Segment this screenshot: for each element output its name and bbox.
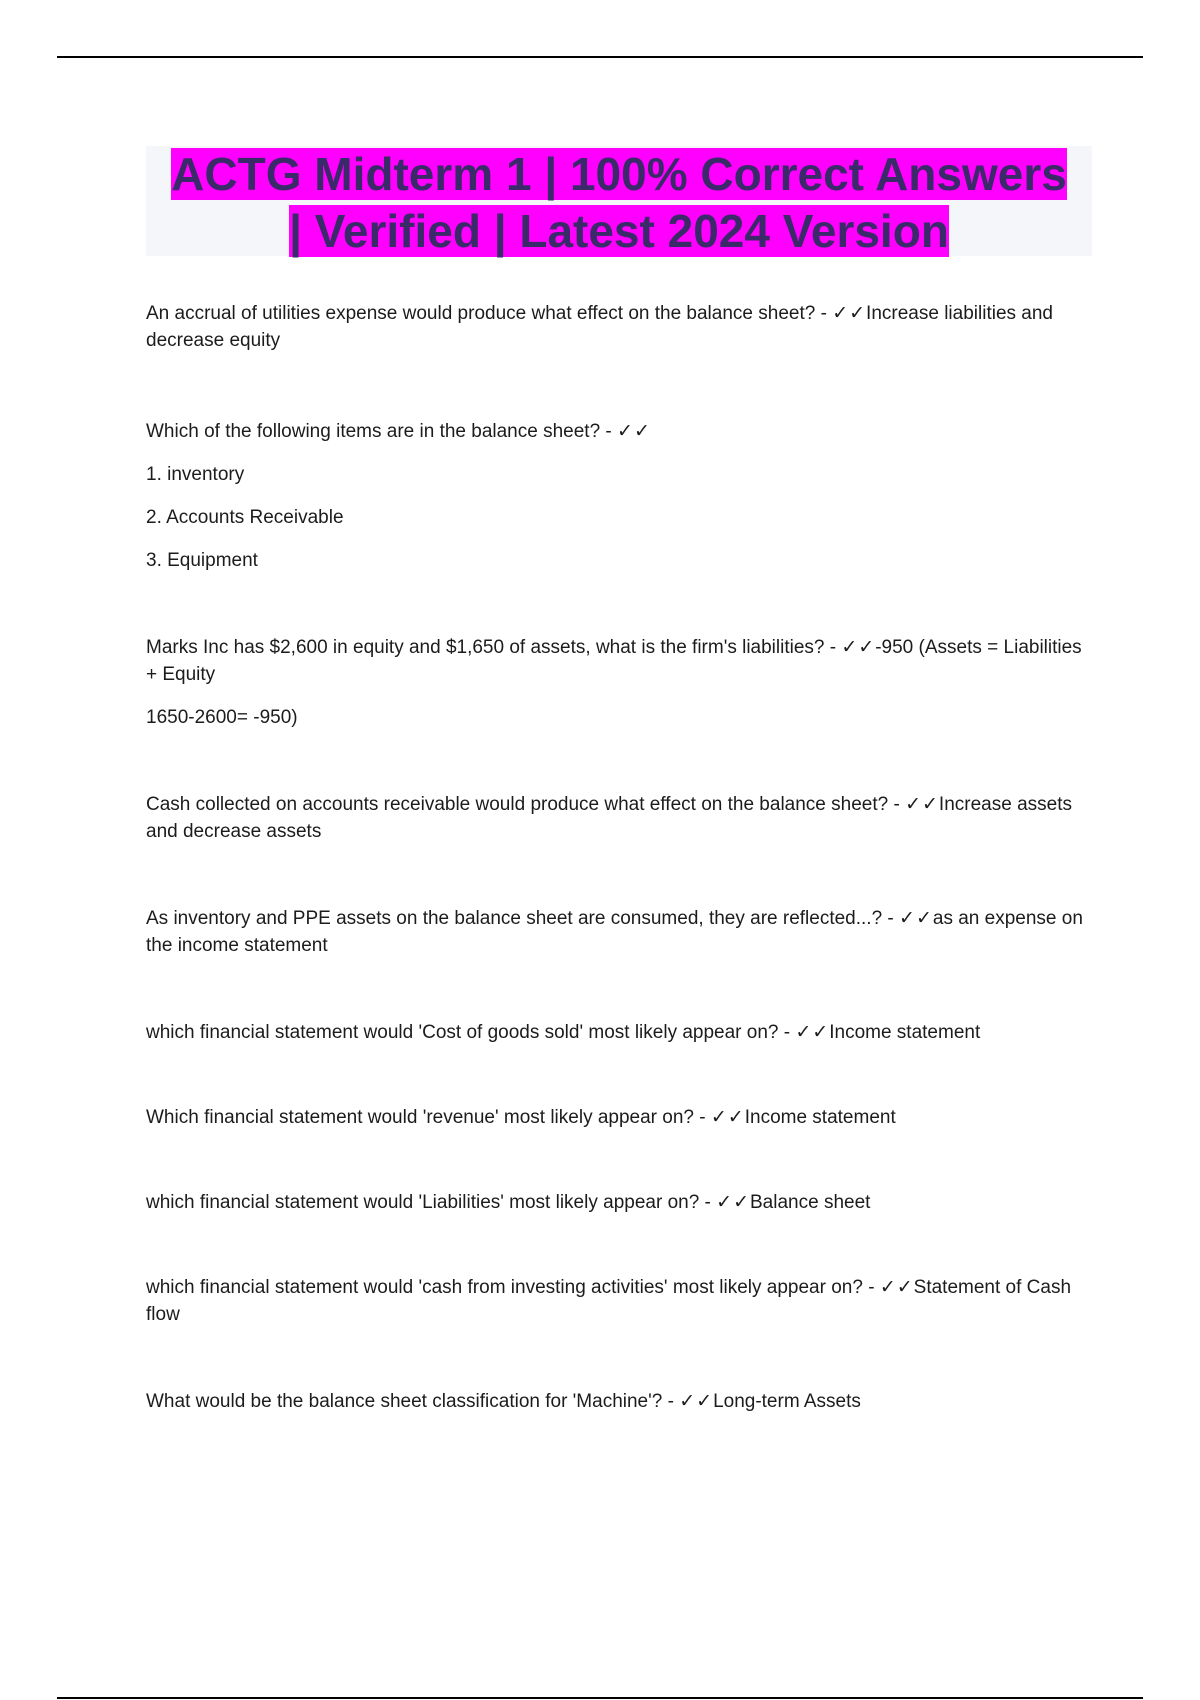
qa-item [146, 1189, 1096, 1216]
checkmark-icon: ✓✓ [716, 1192, 750, 1213]
qa-item [146, 634, 1096, 688]
qa-item [146, 905, 1096, 959]
list-item: 3. Equipment [146, 550, 258, 571]
question-text: What would be the balance sheet classification for 'Machine'? - [146, 1391, 680, 1412]
answer-text: Long-term Assets [713, 1391, 861, 1412]
question-text: which financial statement would 'Liabilities' most likely appear on? - [146, 1192, 717, 1213]
question-text: Which of the following items are in the balance sheet? - [146, 421, 618, 442]
title-block [146, 146, 1092, 256]
top-rule [57, 56, 1143, 58]
title-line-1: ACTG Midterm 1 | 100% Correct Answers [171, 148, 1067, 200]
qa-item [146, 1019, 1096, 1046]
answer-text: Increase assets and decrease assets [146, 794, 1072, 842]
checkmark-icon: ✓✓ [905, 794, 939, 815]
answer-continuation: 1650-2600= -950) [146, 707, 298, 728]
question-text: which financial statement would 'cash from investing activities' most likely appear on? - [146, 1277, 880, 1298]
document-title [146, 146, 1092, 260]
qa-item [146, 791, 1096, 845]
answer-text: Income statement [744, 1107, 896, 1128]
qa-item [146, 300, 1096, 354]
question-text: which financial statement would 'Cost of goods sold' most likely appear on? - [146, 1022, 796, 1043]
answer-text: Statement of Cash flow [146, 1277, 1072, 1325]
checkmark-icon: ✓✓ [832, 303, 867, 324]
answer-text: Income statement [829, 1022, 981, 1043]
question-text: An accrual of utilities expense would produce what effect on the balance sheet? - [146, 303, 833, 324]
question-text: Marks Inc has $2,600 in equity and $1,650 of assets, what is the firm's liabilities? - [146, 637, 842, 658]
checkmark-icon: ✓✓ [617, 421, 651, 442]
checkmark-icon: ✓✓ [795, 1022, 830, 1043]
question-text: Which financial statement would 'revenue' most likely appear on? - [146, 1107, 711, 1128]
qa-item [146, 1104, 1096, 1131]
question-text: Cash collected on accounts receivable would produce what effect on the balance sheet? - [146, 794, 906, 815]
checkmark-icon: ✓✓ [879, 1277, 914, 1298]
checkmark-icon: ✓✓ [841, 637, 876, 658]
answer-text: Increase liabilities and decrease equity [146, 303, 1053, 351]
bottom-rule [57, 1697, 1143, 1699]
title-line-2: | Verified | Latest 2024 Version [289, 205, 949, 257]
qa-content [146, 300, 1096, 1415]
checkmark-icon: ✓✓ [710, 1107, 745, 1128]
question-text: As inventory and PPE assets on the balance sheet are consumed, they are reflected...? - [146, 908, 900, 929]
qa-item [146, 418, 1096, 445]
list-item: 2. Accounts Receivable [146, 507, 344, 528]
qa-item [146, 1274, 1096, 1328]
list-item: 1. inventory [146, 464, 245, 485]
answer-text: as an expense on the income statement [146, 908, 1083, 956]
qa-item [146, 1388, 1096, 1415]
checkmark-icon: ✓✓ [679, 1391, 714, 1412]
answer-text: -950 (Assets = Liabilities + Equity [146, 637, 1082, 685]
checkmark-icon: ✓✓ [899, 908, 933, 929]
answer-text: Balance sheet [750, 1192, 871, 1213]
